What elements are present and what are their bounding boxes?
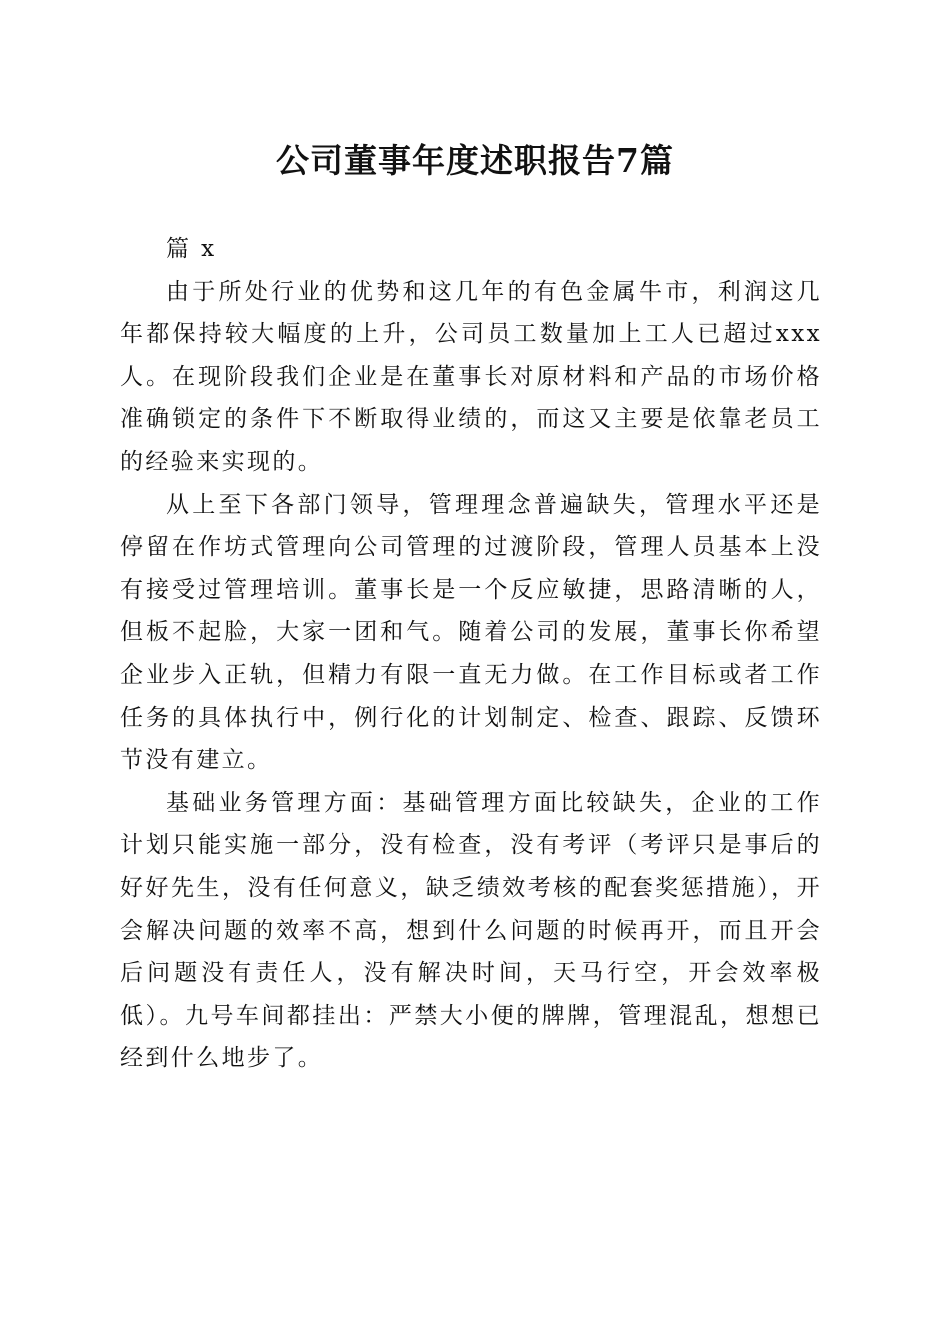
paragraph: 基础业务管理方面：基础管理方面比较缺失，企业的工作计划只能实施一部分，没有检查，没有考评（考评只是事后的好好先生，没有任何意义，缺乏绩效考核的配套奖惩措施），开会解决问题的效率不高，想到什么问题的时候再开，而且开会后问题没有责任人，没有解决时间，天马行空，开会效率极低）。九号车间都挂出：严禁大小便的牌牌，管理混乱，想想已经到什么地步了。 <box>120 789 822 1072</box>
paragraph: 从上至下各部门领导，管理理念普遍缺失，管理水平还是停留在作坊式管理向公司管理的过渡阶段，管理人员基本上没有接受过管理培训。董事长是一个反应敏捷，思路清晰的人，但板不起脸，大家一团和气。随着公司的发展，董事长你希望企业步入正轨，但精力有限一直无力做。在工作目标或者工作任务的具体执行中，例行化的计划制定、检查、跟踪、反馈环节没有建立。 <box>120 491 822 774</box>
document-title: 公司董事年度述职报告7篇 <box>276 141 674 180</box>
document-body <box>120 228 822 1080</box>
paragraph: 由于所处行业的优势和这几年的有色金属牛市，利润这几年都保持较大幅度的上升，公司员工数量加上工人已超过xxx人。在现阶段我们企业是在董事长对原材料和产品的市场价格准确锁定的条件下不断取得业绩的，而这又主要是依靠老员工的经验来实现的。 <box>120 278 822 475</box>
section-label: 篇 x <box>166 236 217 262</box>
